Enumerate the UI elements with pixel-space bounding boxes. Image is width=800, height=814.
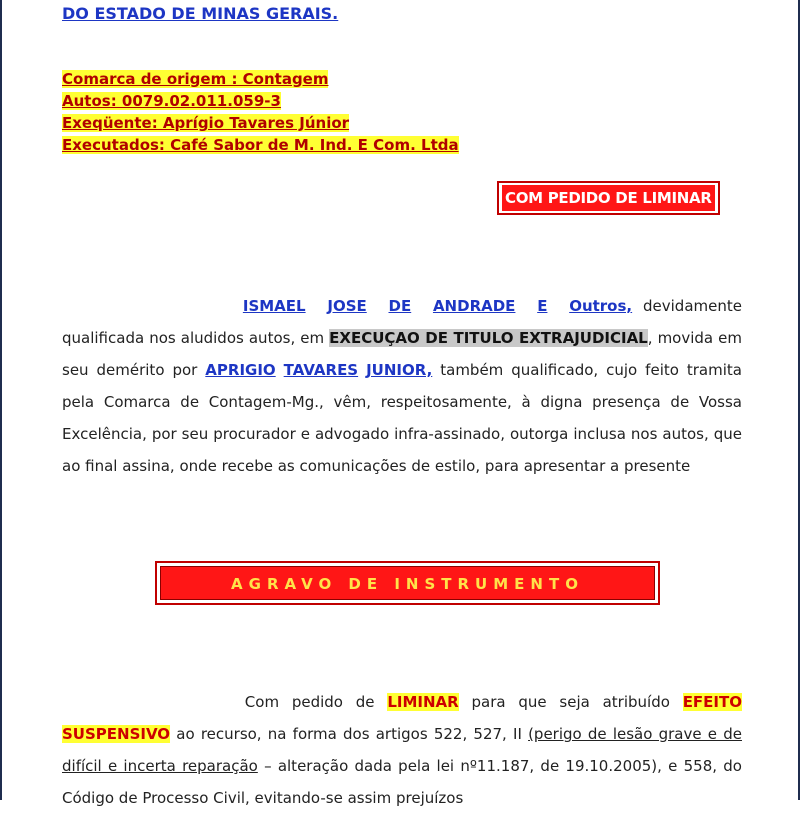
liminar-highlight: LIMINAR [387, 693, 459, 711]
agravo-banner: AGRAVO DE INSTRUMENTO [155, 561, 660, 605]
origin-line: Comarca de origem : Contagem [62, 70, 329, 88]
appellant-name[interactable]: ISMAEL [242, 297, 306, 315]
case-metadata [62, 68, 742, 156]
perigo-clause: (perigo de lesão grave e de difícil e incerta reparação [62, 725, 742, 775]
case-number-line: Autos: 0079.02.011.059-3 [62, 92, 281, 110]
efeito-highlight: EFEITO [682, 693, 742, 711]
request-paragraph: Com pedido de LIMINAR para que seja atribuído EFEITO SUSPENSIVO ao recurso, na forma dos artigos 522, 527, II (perigo de lesão grave e de difícil e incerta reparação – alteração dada pela lei nº11.187, de 19.10.2005), e 558, do Código de Processo Civil, evitando-se assim prejuízos [62, 693, 742, 807]
action-type: EXECUÇAO DE TITULO EXTRAJUDICIAL [329, 329, 648, 347]
creditor-line: Exeqüente: Aprígio Tavares Júnior [62, 114, 350, 132]
suspensivo-highlight: SUSPENSIVO [62, 725, 171, 743]
liminar-request-tag: COM PEDIDO DE LIMINAR [497, 181, 720, 215]
intro-paragraph: ISMAEL JOSE DE ANDRADE E Outros, devidamente qualificada nos aludidos autos, em EXECUÇAO DE TITULO EXTRAJUDICIAL, movida em seu demérito por APRIGIO TAVARES JUNIOR, também qualificado, cujo feito tramita pela Comarca de Contagem-Mg., vêm, respeitosamente, à digna presença de Vossa Excelência, por seu procurador e advogado infra-assinado, outorga inclusa nos autos, que ao final assina, onde recebe as comunicações de estilo, para apresentar a presente [62, 297, 743, 475]
creditor-name[interactable]: APRIGIO [205, 361, 276, 379]
debtors-line: Executados: Café Sabor de M. Ind. E Com. Ltda [62, 136, 459, 154]
court-heading: DO ESTADO DE MINAS GERAIS. [62, 4, 339, 23]
